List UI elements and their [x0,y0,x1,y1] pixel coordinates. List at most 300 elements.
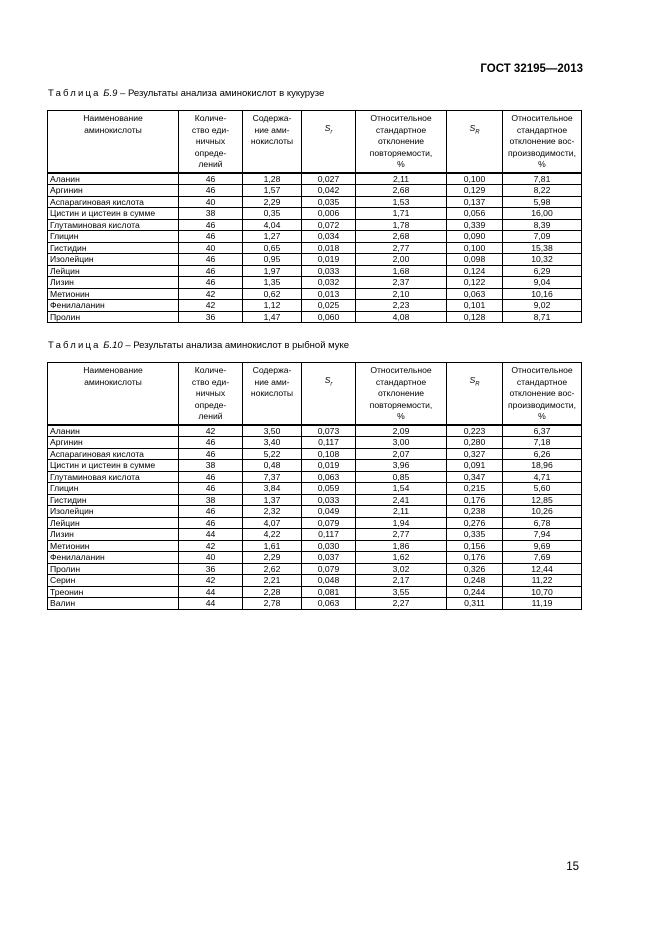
cell-name: Глицин [48,483,179,495]
header-line: стандартное [516,124,568,135]
cell-sr: 0,033 [302,265,356,277]
cell-sR: 0,124 [447,265,503,277]
table-row [48,506,582,518]
table-row [48,196,582,208]
cell-rel-repro: 12,44 [503,563,582,575]
cell-name: Аргинин [48,437,179,449]
cell-sr: 0,042 [302,185,356,197]
header-line: стандартное [375,376,427,387]
table-row [48,563,582,575]
cell-count: 46 [179,173,243,185]
cell-sr: 0,079 [302,563,356,575]
table-2 [47,362,582,610]
cell-rel-repeat: 1,53 [356,196,447,208]
header-line: аминокислоты [84,124,142,135]
cell-rel-repro: 6,37 [503,425,582,437]
cell-count: 44 [179,586,243,598]
cell-sr: 0,018 [302,242,356,254]
cell-sR: 0,128 [447,311,503,323]
cell-name: Метионин [48,540,179,552]
cell-sR: 0,091 [447,460,503,472]
header-line: Относительное [511,365,573,375]
cell-name: Аланин [48,173,179,185]
header-line: Относительное [370,113,432,123]
cell-content: 2,62 [243,563,302,575]
cell-content: 1,97 [243,265,302,277]
cell-sR: 0,137 [447,196,503,208]
header-line: отклонение [377,136,425,146]
cell-count: 46 [179,517,243,529]
cell-count: 36 [179,563,243,575]
col-header-content [243,363,302,425]
header-line: отклонение [377,388,425,398]
cell-count: 38 [179,208,243,220]
cell-rel-repro: 5,60 [503,483,582,495]
header-line: Относительное [511,113,573,123]
table-row [48,185,582,197]
cell-sR: 0,100 [447,173,503,185]
cell-content: 0,95 [243,254,302,266]
cell-count: 46 [179,265,243,277]
cell-rel-repeat: 2,27 [356,598,447,610]
col-header-sR: $S_R$ [447,111,503,173]
cell-name: Фенилаланин [48,552,179,564]
cell-rel-repeat: 2,68 [356,185,447,197]
cell-name: Изолейцин [48,254,179,266]
header-line: аминокислоты [84,376,142,387]
cell-rel-repeat: 1,68 [356,265,447,277]
header-line: ство еди- [191,124,230,135]
cell-name: Глутаминовая кислота [48,219,179,231]
cell-count: 38 [179,460,243,472]
cell-rel-repro: 11,19 [503,598,582,610]
cell-name: Аспарагиновая кислота [48,448,179,460]
header-line: стандартное [375,124,427,135]
cell-rel-repro: 6,29 [503,265,582,277]
header-line: % [538,411,546,421]
cell-content: 2,29 [243,552,302,564]
cell-sr: 0,013 [302,288,356,300]
cell-count: 42 [179,540,243,552]
cell-rel-repro: 7,69 [503,552,582,564]
cell-sR: 0,176 [447,494,503,506]
cell-content: 1,28 [243,173,302,185]
table-2-caption-number: Б.10 [103,340,123,351]
table-1-caption-text: – Результаты анализа аминокислот в кукурузе [117,88,325,99]
cell-rel-repro: 10,70 [503,586,582,598]
cell-content: 1,27 [243,231,302,243]
col-header-rel-repro [503,111,582,173]
cell-name: Аргинин [48,185,179,197]
header-line: производимости, [508,147,576,158]
cell-content: 4,22 [243,529,302,541]
table-2-caption-text: – Результаты анализа аминокислот в рыбной муке [122,340,350,351]
col-header-rel-repeat [356,111,447,173]
header-line: лений [198,411,223,421]
col-header-name [48,363,179,425]
col-header-rel-repeat [356,363,447,425]
header-line: % [397,411,405,421]
page-number: 15 [566,861,579,873]
cell-name: Серин [48,575,179,587]
cell-name: Гистидин [48,242,179,254]
cell-content: 2,28 [243,586,302,598]
table-row [48,540,582,552]
table-2-caption [48,340,349,351]
header-line: повторяемости, [369,399,433,410]
header-line: ничных [195,136,226,146]
table-row [48,300,582,312]
cell-rel-repeat: 1,54 [356,483,447,495]
cell-content: 1,37 [243,494,302,506]
table-row [48,242,582,254]
cell-sR: 0,215 [447,483,503,495]
cell-rel-repro: 9,02 [503,300,582,312]
cell-sr: 0,048 [302,575,356,587]
cell-sR: 0,276 [447,517,503,529]
col-header-count [179,111,243,173]
cell-content: 3,50 [243,425,302,437]
table-row [48,173,582,185]
cell-count: 44 [179,529,243,541]
header-line: Наименование [83,365,143,375]
cell-rel-repro: 16,00 [503,208,582,220]
table-row [48,437,582,449]
table-2-caption-word: Таблица [48,340,101,351]
cell-count: 42 [179,425,243,437]
header-line: отклонение вос- [509,136,575,146]
cell-rel-repeat: 2,37 [356,277,447,289]
cell-name: Глицин [48,231,179,243]
col-header-content [243,111,302,173]
header-line: Содержа- [252,113,292,123]
cell-name: Цистин и цистеин в сумме [48,208,179,220]
cell-content: 1,61 [243,540,302,552]
cell-rel-repro: 4,71 [503,471,582,483]
cell-rel-repeat: 3,00 [356,437,447,449]
cell-rel-repeat: 2,23 [356,300,447,312]
cell-count: 36 [179,311,243,323]
cell-sr: 0,019 [302,460,356,472]
table-row [48,254,582,266]
cell-sr: 0,034 [302,231,356,243]
cell-sr: 0,081 [302,586,356,598]
table-row [48,460,582,472]
cell-name: Фенилаланин [48,300,179,312]
cell-sr: 0,063 [302,471,356,483]
table-row [48,425,582,437]
cell-sR: 0,238 [447,506,503,518]
cell-sR: 0,244 [447,586,503,598]
cell-content: 2,29 [243,196,302,208]
cell-sr: 0,072 [302,219,356,231]
cell-rel-repeat: 2,11 [356,506,447,518]
cell-rel-repeat: 2,10 [356,288,447,300]
cell-sR: 0,056 [447,208,503,220]
cell-rel-repeat: 2,07 [356,448,447,460]
cell-content: 0,65 [243,242,302,254]
cell-sr: 0,032 [302,277,356,289]
cell-rel-repeat: 4,08 [356,311,447,323]
col-header-sr: $S_r$ [302,363,356,425]
table-1 [47,110,582,323]
cell-count: 40 [179,552,243,564]
cell-count: 46 [179,483,243,495]
cell-rel-repeat: 2,17 [356,575,447,587]
cell-sr: 0,037 [302,552,356,564]
cell-rel-repro: 18,96 [503,460,582,472]
cell-count: 40 [179,242,243,254]
header-line: % [397,159,405,169]
table-1-body [48,173,582,323]
cell-sr: 0,059 [302,483,356,495]
table-row [48,219,582,231]
cell-rel-repeat: 1,62 [356,552,447,564]
table-row [48,483,582,495]
cell-count: 46 [179,231,243,243]
cell-count: 42 [179,575,243,587]
cell-name: Глутаминовая кислота [48,471,179,483]
cell-content: 3,40 [243,437,302,449]
cell-rel-repeat: 1,78 [356,219,447,231]
table-row [48,311,582,323]
header-line: лений [198,159,223,169]
cell-name: Аланин [48,425,179,437]
cell-content: 0,35 [243,208,302,220]
table-row [48,265,582,277]
cell-rel-repeat: 1,71 [356,208,447,220]
cell-name: Аспарагиновая кислота [48,196,179,208]
cell-rel-repro: 7,09 [503,231,582,243]
cell-sR: 0,326 [447,563,503,575]
table-row [48,277,582,289]
cell-rel-repro: 6,78 [503,517,582,529]
header-line: Содержа- [252,365,292,375]
cell-count: 40 [179,196,243,208]
cell-rel-repeat: 2,11 [356,173,447,185]
cell-sR: 0,339 [447,219,503,231]
cell-count: 46 [179,471,243,483]
cell-rel-repro: 12,85 [503,494,582,506]
cell-name: Лейцин [48,517,179,529]
header-line: опреде- [194,147,227,158]
cell-sr: 0,073 [302,425,356,437]
table-row [48,575,582,587]
header-line: нокислоты [250,136,294,146]
cell-rel-repro: 7,94 [503,529,582,541]
cell-sR: 0,280 [447,437,503,449]
cell-sR: 0,101 [447,300,503,312]
cell-rel-repro: 8,22 [503,185,582,197]
cell-rel-repro: 9,69 [503,540,582,552]
cell-sR: 0,223 [447,425,503,437]
cell-sR: 0,090 [447,231,503,243]
cell-name: Цистин и цистеин в сумме [48,460,179,472]
table-row [48,231,582,243]
cell-sR: 0,063 [447,288,503,300]
col-header-sr: $S_r$ [302,111,356,173]
cell-content: 2,78 [243,598,302,610]
header-line: ство еди- [191,376,230,387]
cell-content: 0,62 [243,288,302,300]
cell-name: Лизин [48,529,179,541]
cell-name: Лейцин [48,265,179,277]
cell-content: 2,21 [243,575,302,587]
cell-rel-repro: 10,26 [503,506,582,518]
header-line: повторяемости, [369,147,433,158]
header-line: нокислоты [250,388,294,398]
cell-content: 2,32 [243,506,302,518]
cell-content: 1,12 [243,300,302,312]
cell-content: 1,57 [243,185,302,197]
cell-rel-repeat: 2,77 [356,529,447,541]
cell-rel-repro: 10,16 [503,288,582,300]
cell-content: 5,22 [243,448,302,460]
col-header-rel-repro [503,363,582,425]
cell-rel-repro: 6,26 [503,448,582,460]
cell-rel-repro: 11,22 [503,575,582,587]
cell-sr: 0,035 [302,196,356,208]
col-header-sR: $S_R$ [447,363,503,425]
cell-rel-repeat: 3,96 [356,460,447,472]
cell-sr: 0,030 [302,540,356,552]
cell-name: Метионин [48,288,179,300]
cell-sR: 0,327 [447,448,503,460]
cell-rel-repro: 15,38 [503,242,582,254]
table-row [48,552,582,564]
header-line: Количе- [194,365,227,375]
table-row [48,517,582,529]
cell-sR: 0,335 [447,529,503,541]
table-row [48,586,582,598]
cell-sr: 0,025 [302,300,356,312]
cell-count: 38 [179,494,243,506]
header-line: производимости, [508,399,576,410]
cell-sr: 0,049 [302,506,356,518]
table-row [48,208,582,220]
header-line: стандартное [516,376,568,387]
header-line: опреде- [194,399,227,410]
document-code: ГОСТ 32195—2013 [480,63,583,75]
cell-content: 3,84 [243,483,302,495]
cell-rel-repeat: 0,85 [356,471,447,483]
header-line: Наименование [83,113,143,123]
cell-name: Пролин [48,563,179,575]
cell-count: 46 [179,506,243,518]
cell-sr: 0,117 [302,437,356,449]
cell-rel-repeat: 3,02 [356,563,447,575]
cell-count: 42 [179,300,243,312]
header-line: ничных [195,388,226,398]
table-1-caption-word: Таблица [48,88,101,99]
cell-name: Лизин [48,277,179,289]
header-line: отклонение вос- [509,388,575,398]
cell-name: Изолейцин [48,506,179,518]
cell-rel-repro: 9,04 [503,277,582,289]
cell-rel-repro: 8,39 [503,219,582,231]
cell-sR: 0,100 [447,242,503,254]
table-row [48,288,582,300]
cell-sR: 0,347 [447,471,503,483]
cell-count: 46 [179,277,243,289]
cell-sr: 0,079 [302,517,356,529]
cell-content: 7,37 [243,471,302,483]
header-line: ние ами- [254,376,290,387]
cell-sR: 0,122 [447,277,503,289]
cell-sR: 0,156 [447,540,503,552]
table-row [48,529,582,541]
cell-rel-repeat: 2,41 [356,494,447,506]
table-row [48,494,582,506]
cell-sR: 0,176 [447,552,503,564]
cell-sr: 0,108 [302,448,356,460]
header-line: Количе- [194,113,227,123]
cell-sR: 0,311 [447,598,503,610]
header-line: ние ами- [254,124,290,135]
cell-name: Пролин [48,311,179,323]
table-2-body [48,425,582,610]
cell-rel-repro: 8,71 [503,311,582,323]
table-1-header [48,111,582,173]
table-row [48,448,582,460]
cell-sR: 0,248 [447,575,503,587]
table-2-header [48,363,582,425]
cell-content: 4,07 [243,517,302,529]
cell-sR: 0,129 [447,185,503,197]
cell-content: 0,48 [243,460,302,472]
cell-rel-repeat: 3,55 [356,586,447,598]
cell-name: Гистидин [48,494,179,506]
cell-rel-repro: 5,98 [503,196,582,208]
header-line: % [538,159,546,169]
cell-sr: 0,060 [302,311,356,323]
cell-sr: 0,027 [302,173,356,185]
cell-rel-repeat: 1,94 [356,517,447,529]
cell-rel-repeat: 2,68 [356,231,447,243]
cell-rel-repro: 7,81 [503,173,582,185]
table-1-caption-number: Б.9 [103,88,118,99]
cell-sr: 0,019 [302,254,356,266]
table-row [48,598,582,610]
cell-content: 1,35 [243,277,302,289]
cell-count: 46 [179,448,243,460]
cell-rel-repro: 7,18 [503,437,582,449]
cell-sr: 0,117 [302,529,356,541]
cell-sr: 0,033 [302,494,356,506]
cell-count: 44 [179,598,243,610]
table-row [48,471,582,483]
cell-sr: 0,063 [302,598,356,610]
cell-name: Треонин [48,586,179,598]
cell-rel-repeat: 2,00 [356,254,447,266]
table-1-caption [48,88,324,99]
cell-rel-repeat: 2,09 [356,425,447,437]
cell-count: 46 [179,185,243,197]
cell-rel-repeat: 2,77 [356,242,447,254]
header-line: Относительное [370,365,432,375]
cell-content: 1,47 [243,311,302,323]
cell-count: 46 [179,437,243,449]
cell-name: Валин [48,598,179,610]
col-header-count [179,363,243,425]
cell-count: 42 [179,288,243,300]
col-header-name [48,111,179,173]
cell-sR: 0,098 [447,254,503,266]
cell-content: 4,04 [243,219,302,231]
cell-rel-repro: 10,32 [503,254,582,266]
cell-sr: 0,006 [302,208,356,220]
cell-count: 46 [179,219,243,231]
